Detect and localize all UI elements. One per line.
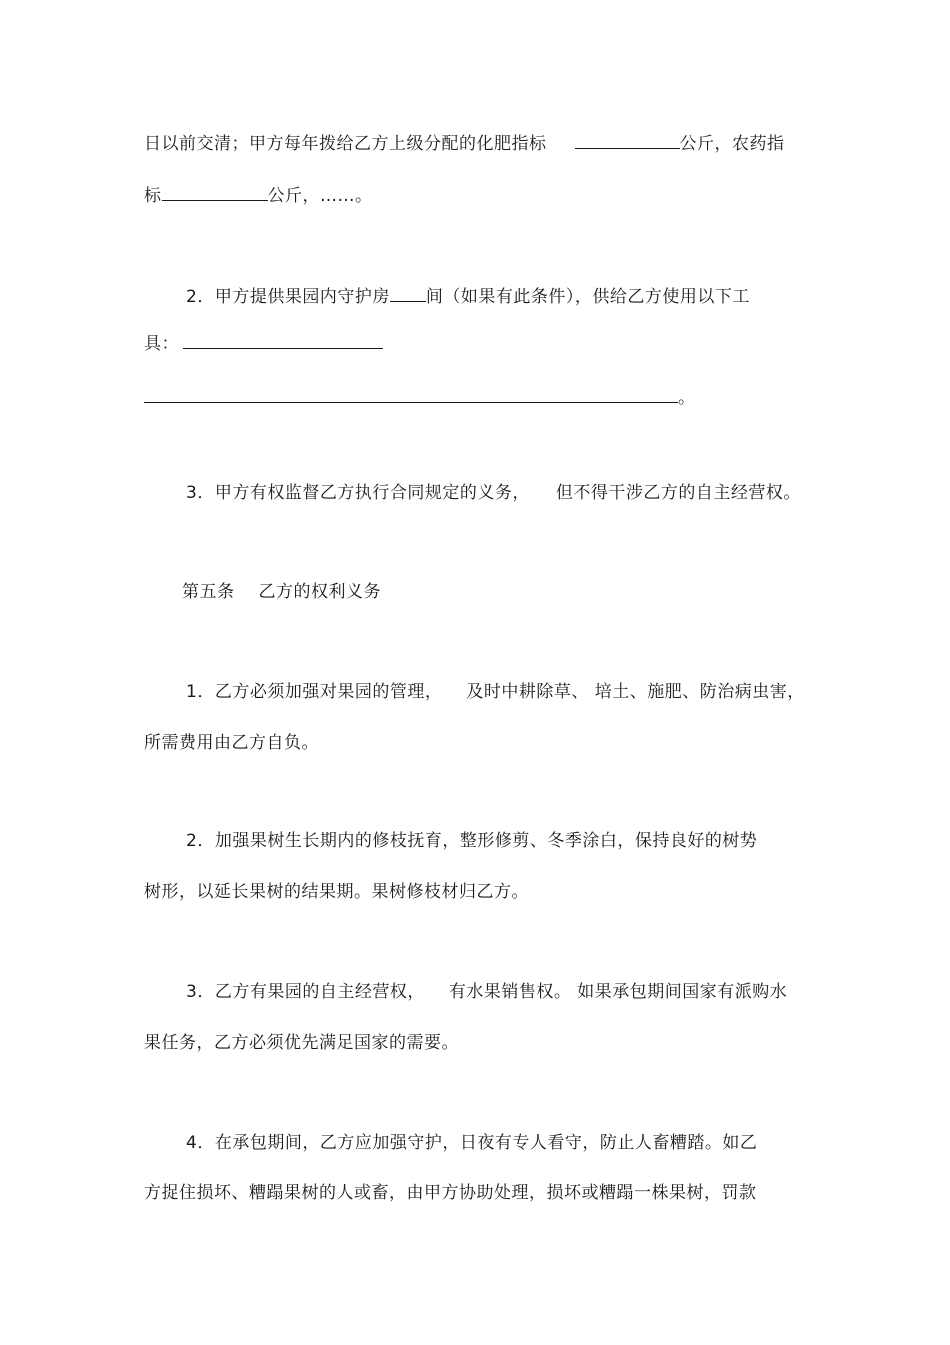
- pesticide-quota-blank: [162, 182, 268, 201]
- p2-text-a: 2．甲方提供果园内守护房: [186, 287, 390, 307]
- p1-line1: [144, 130, 785, 156]
- item3-text-a: 3．乙方有果园的自主经营权，: [186, 982, 425, 1002]
- article-title: 乙方的权利义务: [258, 582, 381, 602]
- p3-text-b: 但不得干涉乙方的自主经营权。: [555, 483, 801, 503]
- p2-line1: [186, 283, 750, 309]
- item4-line1: [186, 1131, 757, 1155]
- item4-text-b: 方捉住损坏、糟蹋果树的人或畜，由甲方协助处理，损坏或糟蹋一株果树，罚款: [144, 1183, 757, 1203]
- item2-line2: [144, 880, 529, 904]
- item1-text-c: 所需费用由乙方自负。: [144, 733, 319, 753]
- item1-line1: [186, 680, 805, 704]
- item1-text-a: 1．乙方必须加强对果园的管理，: [186, 682, 443, 702]
- item3-line1: [186, 980, 787, 1004]
- p3-line1: [186, 481, 801, 505]
- item3-line2: [144, 1031, 459, 1055]
- p2-text-b: 间（如果有此条件），供给乙方使用以下工: [425, 287, 750, 307]
- p2-text-c: 具：: [144, 334, 179, 354]
- p2-text-d: 。: [678, 388, 696, 408]
- p1-text-d: 公斤，……。: [267, 186, 373, 206]
- item4-line2: [144, 1181, 757, 1205]
- p2-line2: [144, 330, 383, 356]
- tools-blank-2: [144, 384, 678, 403]
- p1-text-b: 公斤，农药指: [679, 134, 785, 154]
- p1-line2: [144, 182, 373, 208]
- p2-line3: [144, 384, 696, 410]
- item2-text-b: 树形，以延长果树的结果期。果树修枝材归乙方。: [144, 882, 529, 902]
- p1-text-c: 标: [144, 186, 162, 206]
- item3-text-c: 果任务，乙方必须优先满足国家的需要。: [144, 1033, 459, 1053]
- item2-text-a: 2．加强果树生长期内的修枝抚育，整形修剪、冬季涂白，保持良好的树势: [186, 831, 758, 851]
- item1-line2: [144, 731, 319, 755]
- item2-line1: [186, 829, 757, 853]
- item4-text-a: 4．在承包期间，乙方应加强守护，日夜有专人看守，防止人畜糟踏。如乙: [186, 1133, 758, 1153]
- item3-text-b: 有水果销售权。 如果承包期间国家有派购水: [448, 982, 788, 1002]
- tools-blank-1: [183, 330, 383, 349]
- item1-text-b: 及时中耕除草、 培土、施肥、防治病虫害，: [466, 682, 805, 702]
- guard-house-count-blank: [390, 283, 426, 302]
- p3-text-a: 3．甲方有权监督乙方执行合同规定的义务，: [186, 483, 530, 503]
- p1-text-a: 日以前交清；甲方每年拨给乙方上级分配的化肥指标: [144, 134, 547, 154]
- fertilizer-quota-blank: [575, 130, 680, 149]
- article-heading: [182, 580, 381, 604]
- article-number: 第五条: [182, 582, 235, 602]
